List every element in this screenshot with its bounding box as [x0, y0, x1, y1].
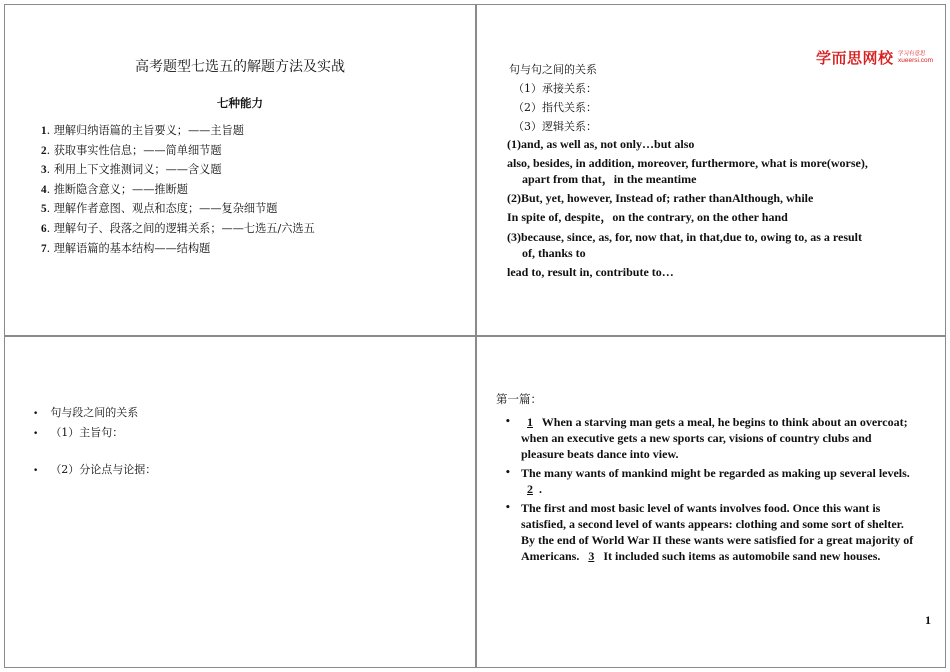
passage-paragraph: • The first and most basic level of wants involves food. Once this want is satisfied, a second level of wants appears: clothing and some sort of shelter. By the end of World War II these wants were satisfied for a great majority of Americans. 3 It included such items as automobile sand new houses.	[505, 501, 914, 563]
slide-1	[4, 4, 476, 336]
logo-slogan: 学习有意思	[898, 51, 926, 57]
bullet-icon: •	[505, 503, 511, 513]
bullet-icon: •	[33, 429, 39, 439]
list-item: 7. 理解语篇的基本结构——结构题	[41, 241, 211, 255]
bullet-icon: •	[505, 417, 511, 427]
connector-line: In spite of, despite，on the contrary, on the other hand	[507, 210, 788, 224]
list-item: 1. 理解归纳语篇的主旨要义；——主旨题	[41, 124, 244, 137]
connector-line: also, besides, in addition, moreover, furthermore, what is more(worse), apart from that，in the meantime	[507, 156, 868, 186]
answer-blank: 1	[527, 415, 533, 429]
bullet-icon: •	[33, 409, 39, 419]
slide-2-heading: 句与句之间的关系	[509, 63, 597, 76]
list-item: • （2）分论点与论据：	[33, 463, 157, 476]
list-item: 6. 理解句子、段落之间的逻辑关系；——七选五/六选五	[41, 221, 315, 235]
slide-1-title: 高考题型七选五的解题方法及实战	[135, 59, 345, 75]
relation-item: （2）指代关系：	[513, 101, 597, 114]
slide-1-subtitle: 七种能力	[217, 96, 263, 110]
list-item: 2. 获取事实性信息；——简单细节题	[41, 143, 222, 157]
passage-paragraph: • 1 When a starving man gets a meal, he begins to think about an overcoat; when an executive gets a new sports car, visions of country clubs and pleasure beats dance into view.	[505, 415, 908, 461]
list-item: 3. 利用上下文推测词义；——含义题	[41, 163, 222, 177]
slide-3	[4, 336, 476, 668]
connector-line: (3)because, since, as, for, now that, in that,due to, owing to, as a result of, thanks to	[507, 230, 863, 260]
answer-blank: 2	[527, 482, 533, 496]
list-item: • 句与段之间的关系	[33, 406, 139, 419]
connector-line: lead to, result in, contribute to…	[507, 265, 674, 279]
logo-text: 学而思网校	[816, 49, 894, 67]
slide-4-heading: 第一篇：	[496, 392, 542, 406]
relation-item: （1）承接关系：	[513, 82, 597, 95]
connector-line: (2)But, yet, however, Instead of; rather thanAlthough, while	[507, 191, 814, 205]
list-item: 5. 理解作者意图、观点和态度；——复杂细节题	[41, 202, 278, 216]
bullet-icon: •	[33, 466, 39, 476]
list-item: 4. 推断隐含意义；——推断题	[41, 182, 188, 196]
xueersi-logo	[816, 47, 934, 69]
connector-line: (1)and, as well as, not only…but also	[507, 137, 695, 151]
list-item: • （1）主旨句：	[33, 426, 124, 439]
slide-2	[476, 4, 946, 336]
abilities-list	[41, 121, 315, 258]
passage-paragraph: • The many wants of mankind might be regarded as making up several levels. 2 .	[505, 466, 910, 496]
answer-blank: 3	[588, 549, 595, 563]
bullet-icon: •	[505, 468, 511, 478]
passage-list	[505, 414, 917, 567]
relation-item: （3）逻辑关系：	[513, 120, 597, 133]
logo-url: xueersi.com	[898, 57, 934, 64]
page-number: 1	[925, 613, 931, 627]
slide-4	[476, 336, 946, 668]
